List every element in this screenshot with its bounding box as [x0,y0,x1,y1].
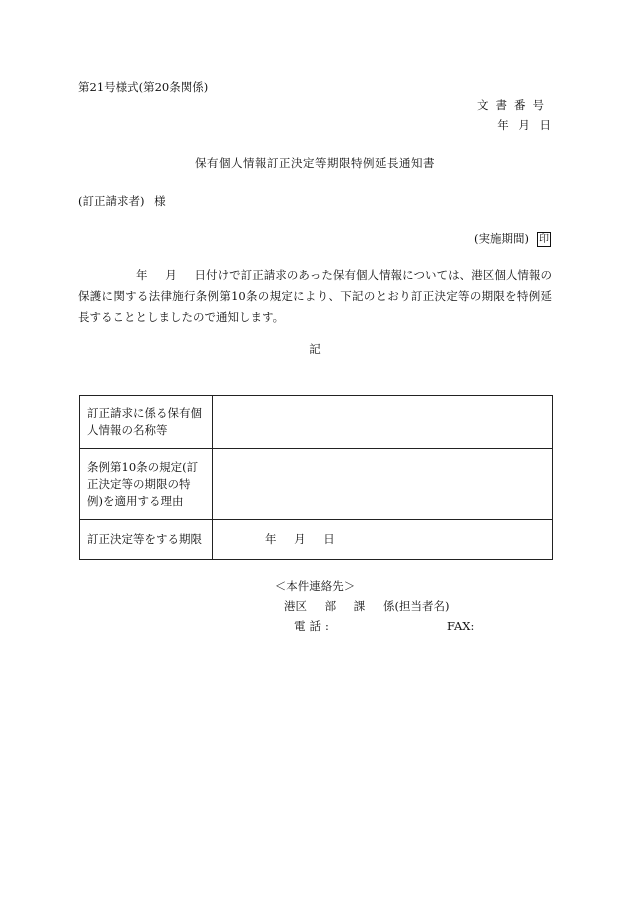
form-id: 第21号様式(第20条関係) [78,80,209,94]
deadline-value: 年 月 日 [213,520,553,560]
document-title: 保有個人情報訂正決定等期限特例延長通知書 [195,156,435,170]
contact-fax-label: FAX: [447,619,475,633]
body-text: 訂正請求のあった保有個人情報については、港区個人情報の保護に関する法律施行条例第10条の規定により、下記のとおり訂正決定等の期限を特例延長することとしましたので通知します。 [78,268,552,324]
row-label: 訂正決定等をする期限 [80,520,213,560]
contact-tel-label: 電話: [294,619,333,633]
contact-heading: ＜本件連絡先＞ [274,579,356,593]
implementing-body-label: (実施期間) [474,231,529,246]
row-label: 条例第10条の規定(訂正決定等の期限の特例)を適用する理由 [80,449,213,520]
row-label: 訂正請求に係る保有個人情報の名称等 [80,396,213,449]
table-row [80,449,553,520]
row-value [213,449,553,520]
addressee: (訂正請求者) 様 [78,194,166,208]
table-row [80,396,553,449]
row-value [213,396,553,449]
body-date-prefix: 年 月 日付けで [136,268,241,282]
details-table [79,395,553,560]
contact-department: 港区 部 課 係(担当者名) [284,599,450,613]
ki-heading: 記 [309,342,321,356]
seal-icon: 印 [539,234,549,245]
table-row [80,520,553,560]
notice-body [78,265,552,328]
implementing-body-line [474,232,551,247]
document-date-label: 年 月 日 [497,118,551,132]
document-number-label: 文書番号 [477,98,551,112]
